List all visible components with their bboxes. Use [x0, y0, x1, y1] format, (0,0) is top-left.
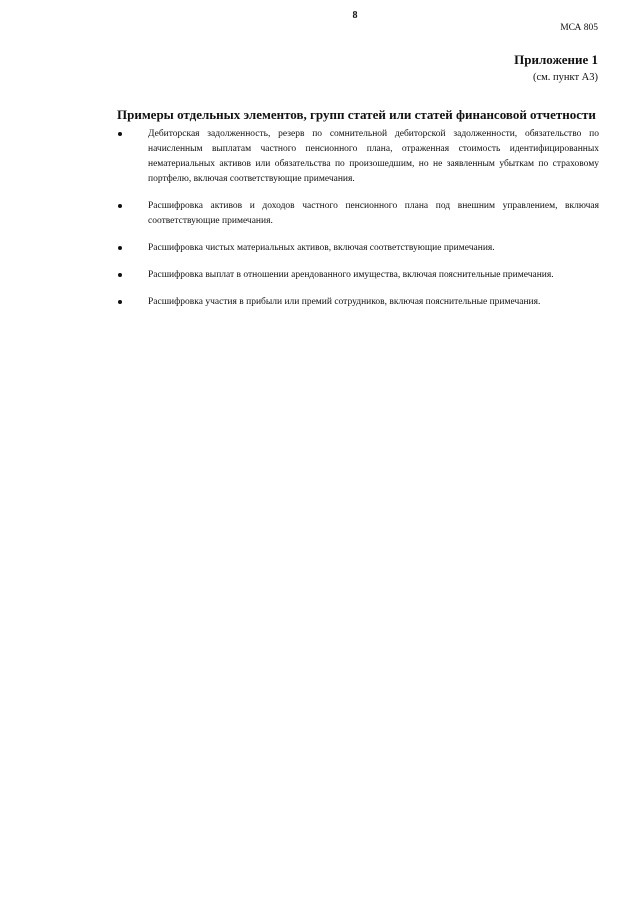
bullet-icon [118, 132, 122, 136]
list-item [117, 199, 599, 229]
list-item-text: Расшифровка выплат в отношении арендованного имущества, включая пояснительные примечания. [148, 270, 554, 280]
list-item [117, 295, 599, 310]
appendix-title: Приложение 1 [514, 52, 598, 67]
bullet-icon [118, 273, 122, 277]
page-number: 8 [352, 10, 358, 21]
list-item [117, 268, 599, 283]
list-item-text: Расшифровка активов и доходов частного пенсионного плана под внешним управлением, включая соответствующие примечания. [148, 201, 599, 226]
list-item-text: Расшифровка участия в прибыли или премий сотрудников, включая пояснительные примечания. [148, 297, 541, 307]
list-item [117, 241, 599, 256]
bullet-icon [118, 300, 122, 304]
examples-list [117, 127, 599, 322]
list-item-text: Дебиторская задолженность, резерв по сомнительной дебиторской задолженности, обязательство по начисленным выплатам частного пенсионного плана, отраженная стоимость идентифицированных нематериальных активов или обязательства по произошедшим, но не заявленным убыткам по страховому портфелю, включая соответствующие примечания. [148, 129, 599, 184]
appendix-reference: (см. пункт А3) [532, 72, 598, 83]
bullet-icon [118, 246, 122, 250]
list-item [117, 127, 599, 187]
document-code: МСА 805 [560, 23, 598, 33]
list-item-text: Расшифровка чистых материальных активов, включая соответствующие примечания. [148, 243, 495, 253]
bullet-icon [118, 204, 122, 208]
section-heading: Примеры отдельных элементов, групп статей или статей финансовой отчетности [117, 107, 596, 122]
